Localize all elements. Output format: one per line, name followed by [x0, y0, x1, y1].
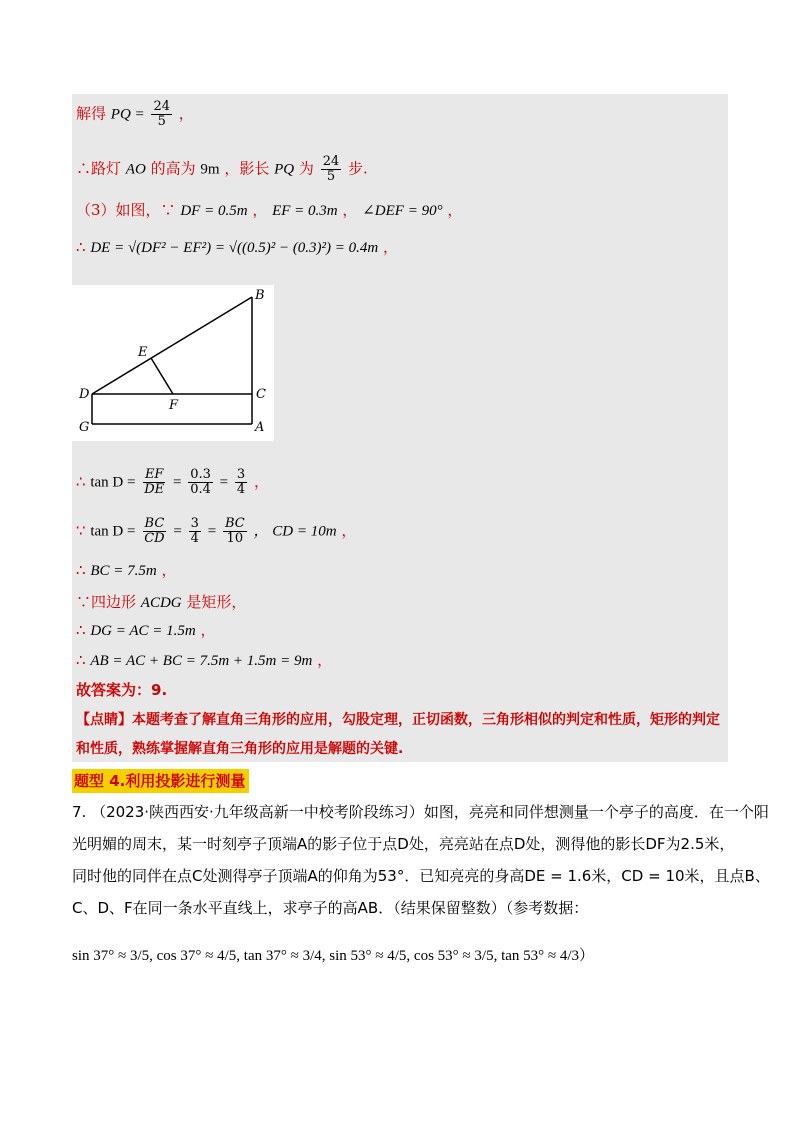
solution-line-9: [76, 620, 216, 641]
question-line-1: [72, 802, 769, 822]
label-g: G: [79, 420, 90, 435]
comment-line-2: 和性质，熟练掌握解直角三角形的应用是解题的关键.: [76, 741, 404, 757]
punct: ，: [341, 521, 357, 540]
label-b: B: [255, 288, 265, 303]
question-number: 7.: [72, 803, 87, 821]
label-e: E: [138, 345, 148, 360]
math-height: 9m: [200, 161, 220, 178]
text: 步.: [348, 159, 368, 178]
solution-line-5: [76, 468, 269, 497]
math-tan: tan D =: [90, 523, 136, 540]
denominator: DE: [144, 482, 165, 497]
fraction: [223, 517, 247, 546]
solution-line-4: [76, 237, 398, 258]
math-acdg: ACDG: [140, 595, 182, 611]
math-dg: DG = AC = 1.5m: [90, 623, 196, 639]
solution-line-1: [76, 100, 194, 129]
punct: ，: [342, 201, 358, 219]
answer-line: 故答案为：9.: [76, 681, 168, 699]
denominator: 5: [326, 169, 336, 184]
math-bc: BC = 7.5m: [90, 563, 157, 579]
fraction: [321, 155, 342, 184]
math-cd: ， CD = 10m: [253, 523, 337, 540]
math-pq: PQ: [274, 161, 295, 178]
punct: ，: [200, 621, 216, 639]
denominator: 4: [236, 482, 246, 497]
comment-line-1: 【点睛】本题考查了解直角三角形的应用，勾股定理，正切函数，三角形相似的判定和性质，矩形的判定: [76, 712, 720, 728]
text: 的高为: [150, 159, 196, 178]
text: 解得: [76, 104, 107, 123]
denominator: CD: [144, 531, 165, 546]
math-pq: PQ =: [110, 106, 145, 123]
denominator: 4: [190, 531, 199, 546]
question-line-2: 光明媚的周末，某一时刻亭子顶端A的影子位于点D处，亮亮站在点D处，测得他的影长DF为2.5米，: [72, 835, 735, 853]
equals: =: [207, 523, 217, 540]
question-source: （2023·陕西西安·九年级高新一中校考阶段练习）: [91, 803, 424, 821]
fraction: [189, 517, 201, 546]
question-text: 如图，亮亮和同伴想测量一个亭子的高度．在一个阳: [423, 803, 769, 821]
numerator: EF: [144, 467, 164, 482]
numerator: 3: [190, 516, 199, 531]
because-symbol: ∵: [76, 521, 86, 540]
therefore-symbol: ∴: [76, 651, 86, 669]
denominator: 10: [226, 531, 244, 546]
punct: ，: [178, 104, 194, 123]
geometry-diagram: [72, 285, 274, 441]
solution-line-2: [76, 155, 368, 184]
therefore-symbol: ∴: [76, 238, 86, 256]
solution-line-3: [76, 200, 462, 221]
question-line-3: 同时他的同伴在点C处测得亭子顶端A的仰角为53°．已知亮亮的身高DE = 1.6米，CD = 10米，且点B、: [72, 867, 770, 885]
section-header: 题型 4.利用投影进行测量: [72, 769, 249, 793]
solution-line-8: [76, 592, 246, 613]
math-ab: AB = AC + BC = 7.5m + 1.5m = 9m: [90, 653, 313, 669]
text: ∴路灯: [76, 159, 122, 178]
fraction: [142, 517, 166, 546]
equals: =: [219, 474, 229, 491]
therefore-symbol: ∴: [76, 561, 86, 579]
fraction: [235, 468, 247, 497]
punct: ，: [252, 201, 268, 219]
label-d: D: [79, 387, 90, 402]
geometry-figure: [72, 285, 274, 441]
fraction: [151, 100, 172, 129]
text: ∵四边形: [76, 593, 137, 611]
fraction: [142, 468, 166, 497]
math-df: DF = 0.5m: [180, 203, 248, 219]
equals: =: [173, 523, 182, 540]
equals: =: [172, 474, 182, 491]
punct: ，: [253, 472, 269, 491]
math-ef: EF = 0.3m: [272, 203, 338, 219]
label-f: F: [169, 398, 179, 413]
punct: ，: [317, 651, 333, 669]
label-c: C: [256, 387, 266, 402]
therefore-symbol: ∴: [76, 621, 86, 639]
denominator: 5: [157, 114, 166, 129]
numerator: BC: [144, 516, 165, 531]
punct: ，: [161, 561, 177, 579]
solution-line-7: [76, 560, 177, 581]
numerator: 24: [322, 154, 340, 169]
line-ef: [151, 358, 173, 394]
math-tan: tan D =: [90, 474, 136, 491]
numerator: 0.3: [190, 467, 211, 482]
line-db: [92, 297, 252, 394]
text: （3）如图，∵: [76, 201, 176, 219]
math-de: DE = √(DF² − EF²) = √((0.5)² − (0.3)²) = 0.4m: [90, 240, 379, 256]
fraction: [188, 468, 213, 497]
text: 是矩形，: [186, 593, 247, 611]
question-line-4: C、D、F在同一条水平直线上，求亭子的高AB．（结果保留整数）（参考数据：: [72, 899, 589, 917]
punct: ，: [447, 201, 463, 219]
punct: ，: [383, 238, 399, 256]
label-a: A: [255, 420, 265, 435]
text: 为: [298, 159, 314, 178]
numerator: 3: [236, 467, 246, 482]
therefore-symbol: ∴: [76, 472, 86, 491]
numerator: 24: [153, 99, 170, 114]
denominator: 0.4: [190, 482, 211, 497]
solution-line-10: [76, 650, 332, 671]
text: ，影长: [224, 159, 270, 178]
solution-line-6: [76, 517, 356, 546]
math-angle: ∠DEF = 90°: [362, 203, 443, 219]
numerator: BC: [224, 516, 245, 531]
math-ao: AO: [125, 161, 146, 178]
question-reference-data: sin 37° ≈ 3/5, cos 37° ≈ 4/5, tan 37° ≈ 3/4, sin 53° ≈ 4/5, cos 53° ≈ 3/5, tan 53° ≈ 4/3）: [72, 948, 595, 964]
